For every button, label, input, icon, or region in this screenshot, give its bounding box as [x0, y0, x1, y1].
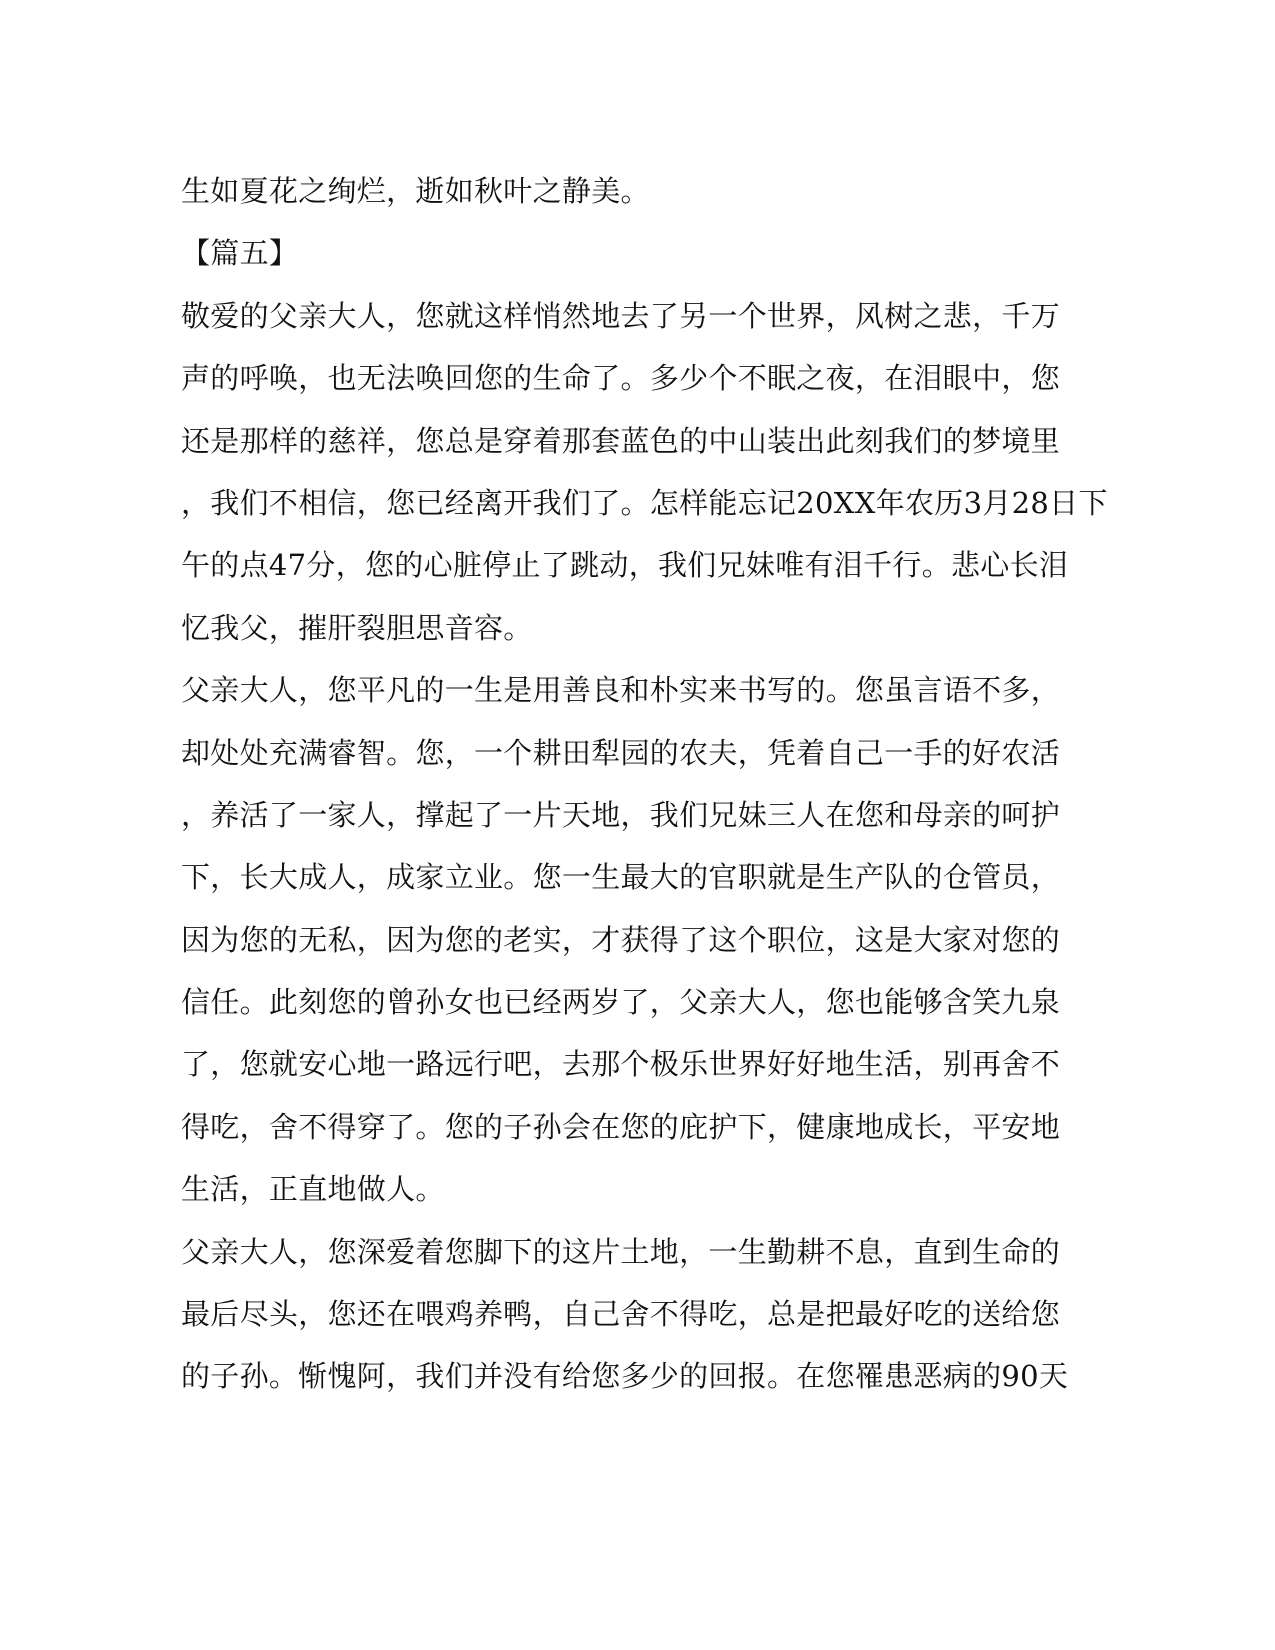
- text-line: 因为您的无私，因为您的老实，才获得了这个职位，这是大家对您的: [181, 922, 1061, 957]
- text-line: ，养活了一家人，撑起了一片天地，我们兄妹三人在您和母亲的呵护: [181, 797, 1061, 832]
- text-line: 了，您就安心地一路远行吧，去那个极乐世界好好地生活，别再舍不: [181, 1047, 1061, 1082]
- section-heading: 【篇五】: [181, 236, 299, 271]
- text-line: 得吃，舍不得穿了。您的子孙会在您的庇护下，健康地成长，平安地: [181, 1109, 1061, 1144]
- text-line: 却处处充满睿智。您，一个耕田犁园的农夫，凭着自己一手的好农活: [181, 735, 1061, 770]
- text-line: 的子孙。惭愧阿，我们并没有给您多少的回报。在您罹患恶病的90天: [181, 1359, 1069, 1394]
- text-line: 最后尽头，您还在喂鸡养鸭，自己舍不得吃，总是把最好吃的送给您: [181, 1297, 1061, 1332]
- text-line: 下，长大成人，成家立业。您一生最大的官职就是生产队的仓管员，: [181, 860, 1061, 895]
- text-line: 忆我父，摧肝裂胆思音容。: [181, 610, 533, 645]
- body-text: [181, 160, 1108, 1408]
- text-line: ，我们不相信，您已经离开我们了。怎样能忘记20XX年农历3月28日下: [181, 485, 1108, 520]
- text-line: 敬爱的父亲大人，您就这样悄然地去了另一个世界，风树之悲，千万: [181, 298, 1061, 333]
- text-line: 声的呼唤，也无法唤回您的生命了。多少个不眠之夜，在泪眼中，您: [181, 361, 1061, 396]
- text-line: 信任。此刻您的曾孙女也已经两岁了，父亲大人，您也能够含笑九泉: [181, 985, 1061, 1020]
- text-line: 午的点47分，您的心脏停止了跳动，我们兄妹唯有泪千行。悲心长泪: [181, 548, 1069, 583]
- text-line: 生活，正直地做人。: [181, 1172, 445, 1207]
- text-line: 还是那样的慈祥，您总是穿着那套蓝色的中山装出此刻我们的梦境里: [181, 423, 1061, 458]
- text-line: 父亲大人，您平凡的一生是用善良和朴实来书写的。您虽言语不多，: [181, 673, 1061, 708]
- text-line: 生如夏花之绚烂，逝如秋叶之静美。: [181, 174, 650, 208]
- text-line: 父亲大人，您深爱着您脚下的这片土地，一生勤耕不息，直到生命的: [181, 1234, 1061, 1269]
